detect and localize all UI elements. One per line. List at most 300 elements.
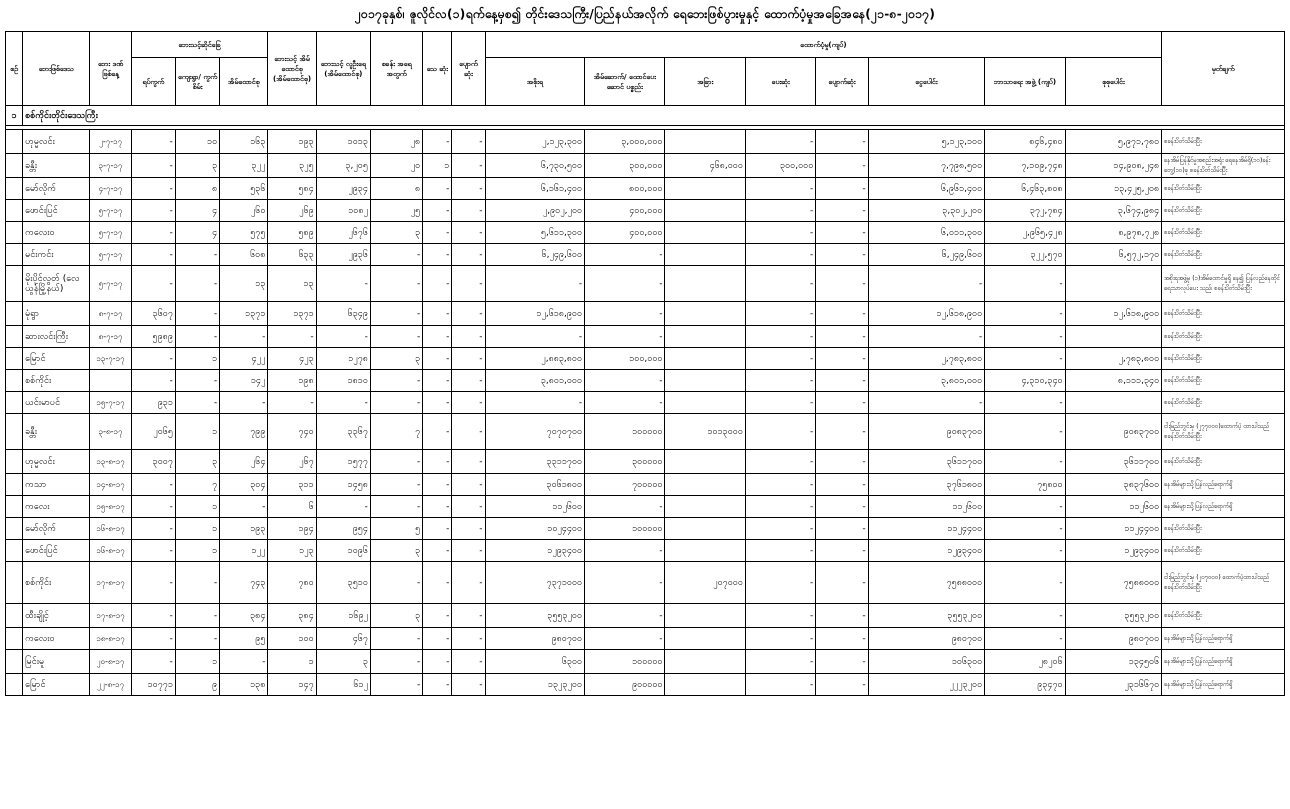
support-govt-cell: ၁၃၂၃၂၀၀ — [485, 674, 585, 696]
header-support-subtotal: ငွေပေါင်း — [868, 58, 985, 106]
remark-cell: စခန်းပိတ်သိမ်းပြီး — [1162, 604, 1285, 628]
villages-cell: - — [175, 302, 219, 326]
support-religious-cell: - — [985, 302, 1065, 326]
date-cell: ၂-၇-၁၇ — [90, 130, 131, 154]
remark-cell: စခန်းပိတ်သိမ်းပြီး — [1162, 302, 1285, 326]
row-no-cell — [6, 200, 23, 222]
support-missing-cell: - — [816, 474, 868, 496]
support-govt-cell: ၃၀၆၁၈၀၀ — [485, 474, 585, 496]
villages-cell: ၈ — [175, 178, 219, 200]
header-households: အိမ်ထောင်စု — [220, 58, 268, 106]
missing-cell: - — [452, 474, 485, 496]
support-subtotal-cell: ၃,၃၀၂,၂၀၀ — [868, 200, 985, 222]
remark-cell: စခန်းပိတ်သိမ်းပြီး — [1162, 326, 1285, 348]
dead-cell: - — [423, 650, 452, 674]
support-other-cell — [665, 674, 745, 696]
group-no: ၁ — [6, 106, 23, 126]
hh-affected-cell: ၁၀၀ — [268, 628, 316, 650]
support-religious-cell: ၈၄၆,၄၈၀ — [985, 130, 1065, 154]
support-building-cell: ၃၀၀,၀၀၀ — [585, 154, 665, 178]
dead-cell: - — [423, 244, 452, 266]
support-subtotal-cell: ၁၂,၆၁၈,၉၀၀ — [868, 302, 985, 326]
header-missing: ပျောက် ဆုံး — [452, 32, 485, 106]
support-dead-cell: - — [745, 604, 815, 628]
dead-cell: - — [423, 222, 452, 244]
dead-cell: - — [423, 474, 452, 496]
support-dead-cell: - — [745, 200, 815, 222]
support-other-cell — [665, 130, 745, 154]
table-row — [6, 326, 1285, 348]
camps-cell: ၅ — [370, 518, 422, 540]
camps-cell: - — [370, 326, 422, 348]
wards-cell: - — [131, 178, 175, 200]
remark-cell: စခန်းပိတ်သိမ်းပြီး — [1162, 518, 1285, 540]
support-religious-cell: - — [985, 518, 1065, 540]
villages-cell: - — [175, 392, 219, 414]
wards-cell: ၁၀၇၇၁ — [131, 674, 175, 696]
support-dead-cell: ၃၀၀,၀၀၀ — [745, 154, 815, 178]
dead-cell: - — [423, 130, 452, 154]
support-religious-cell: ၂၈၂၀၆ — [985, 650, 1065, 674]
camps-cell: - — [370, 628, 422, 650]
support-govt-cell: ၆,၇၃၀,၅၀၀ — [485, 154, 585, 178]
missing-cell: - — [452, 674, 485, 696]
hh-affected-cell: ၇၈၀ — [268, 562, 316, 604]
table-row — [6, 450, 1285, 474]
dead-cell: - — [423, 200, 452, 222]
support-dead-cell: - — [745, 302, 815, 326]
support-other-cell — [665, 474, 745, 496]
support-missing-cell: - — [816, 540, 868, 562]
remark-cell: နေအိမ်များသို့ပြန်လည်ရောက်ရှိ — [1162, 674, 1285, 696]
persons-cell: - — [316, 326, 370, 348]
support-total-cell — [1065, 266, 1162, 302]
group-name: စစ်ကိုင်းတိုင်းဒေသကြီး — [23, 106, 1285, 126]
row-no-cell — [6, 450, 23, 474]
header-affected-group: ဘေးသင့်ဆိုင်ခြေ — [131, 32, 268, 58]
support-missing-cell: - — [816, 222, 868, 244]
table-row — [6, 674, 1285, 696]
row-no-cell — [6, 604, 23, 628]
dead-cell: - — [423, 348, 452, 370]
support-missing-cell: - — [816, 130, 868, 154]
table-row — [6, 650, 1285, 674]
support-dead-cell: - — [745, 414, 815, 450]
hh-affected-cell: ၁၉၄ — [268, 518, 316, 540]
remark-cell: စခန်းပိတ်သိမ်းပြီး — [1162, 540, 1285, 562]
villages-cell: - — [175, 326, 219, 348]
row-no-cell — [6, 474, 23, 496]
missing-cell: - — [452, 178, 485, 200]
header-camps: စခန်း အရေ အတွက် — [370, 32, 422, 106]
support-subtotal-cell: ၆,၂၄၉,၆၀၀ — [868, 244, 985, 266]
support-total-cell: ၁၄,၉၀၈,၂၄၈ — [1065, 154, 1162, 178]
villages-cell: ၄ — [175, 200, 219, 222]
support-missing-cell: - — [816, 392, 868, 414]
support-building-cell: ၃၀၀၀၀၀ — [585, 450, 665, 474]
support-govt-cell: - — [485, 392, 585, 414]
villages-cell: - — [175, 266, 219, 302]
support-missing-cell: - — [816, 302, 868, 326]
villages-cell: ၁၀ — [175, 130, 219, 154]
support-subtotal-cell: ၁၀၆၃၀၀ — [868, 650, 985, 674]
remark-cell: ငါးမြည်ဘွင်းမှ (၂၀၇၀၀၀) ထောက်ပံ့ထားပါသည် စခန်းပိတ်သိမ်းပြီး — [1162, 562, 1285, 604]
camps-cell: ၃ — [370, 604, 422, 628]
households-cell: ၁၃ — [220, 266, 268, 302]
persons-cell: ၆၃၄၉ — [316, 302, 370, 326]
wards-cell: - — [131, 562, 175, 604]
hh-affected-cell: ၂၆၇ — [268, 450, 316, 474]
row-no-cell — [6, 130, 23, 154]
date-cell: ၅-၇-၁၇ — [90, 244, 131, 266]
location-cell: မော်လိုက် — [23, 518, 90, 540]
support-religious-cell: - — [985, 562, 1065, 604]
support-govt-cell: ၃၅၅၃၂၀၀ — [485, 604, 585, 628]
support-subtotal-cell: ၂,၇၈၃,၈၀၀ — [868, 348, 985, 370]
villages-cell: - — [175, 244, 219, 266]
location-cell: ကသာ — [23, 474, 90, 496]
missing-cell: - — [452, 562, 485, 604]
wards-cell: - — [131, 154, 175, 178]
remark-cell: ငါးမြည်ဘွင်းမှ (၂၇၇၀၀၀)ထောက်ပံ့ ထားပါသည် စခန်းပိတ်သိမ်းပြီး — [1162, 414, 1285, 450]
persons-cell: ၁၀၁၃ — [316, 130, 370, 154]
table-row — [6, 266, 1285, 302]
support-dead-cell: - — [745, 628, 815, 650]
support-total-cell: ၆,၅၇၂,၁၇၀ — [1065, 244, 1162, 266]
support-govt-cell: ၇၃၇၁၀၀၀ — [485, 562, 585, 604]
table-row — [6, 302, 1285, 326]
row-no-cell — [6, 496, 23, 518]
missing-cell: - — [452, 414, 485, 450]
missing-cell: - — [452, 650, 485, 674]
hh-affected-cell: ၃၂၅ — [268, 154, 316, 178]
support-religious-cell: - — [985, 604, 1065, 628]
persons-cell: ၃၃၆၇ — [316, 414, 370, 450]
header-location: ဘေးဖြစ်ဒေသ — [23, 32, 90, 106]
support-dead-cell: - — [745, 244, 815, 266]
camps-cell: ၂၅ — [370, 200, 422, 222]
wards-cell: - — [131, 370, 175, 392]
support-dead-cell: - — [745, 326, 815, 348]
camps-cell: ၃ — [370, 348, 422, 370]
date-cell: ၄-၇-၁၇ — [90, 178, 131, 200]
header-hh-affected: ဘေးသင့် အိမ် ထောင်စု (အိမ်ထောင်စု) — [268, 32, 316, 106]
table-row — [6, 496, 1285, 518]
support-other-cell — [665, 392, 745, 414]
persons-cell: ၁၂၇၈ — [316, 348, 370, 370]
remark-cell: စခန်းပိတ်သိမ်းပြီး — [1162, 200, 1285, 222]
date-cell: ၅-၇-၁၇ — [90, 222, 131, 244]
support-missing-cell: - — [816, 348, 868, 370]
support-building-cell: - — [585, 562, 665, 604]
support-govt-cell: ၂,၁၂၃,၃၀၀ — [485, 130, 585, 154]
households-cell: ၂၆၀ — [220, 200, 268, 222]
support-building-cell: ၁၀၀၀၀၀ — [585, 650, 665, 674]
remark-cell: စခန်းပိတ်သိမ်းပြီး — [1162, 244, 1285, 266]
row-no-cell — [6, 392, 23, 414]
wards-cell: - — [131, 266, 175, 302]
missing-cell: - — [452, 222, 485, 244]
support-dead-cell: - — [745, 222, 815, 244]
households-cell: - — [220, 650, 268, 674]
support-dead-cell: - — [745, 650, 815, 674]
support-religious-cell: ၂,၉၆၅,၄၂၈ — [985, 222, 1065, 244]
location-cell: မိုးပိုင်လွတ် (လေယွန်မြို့နယ်) — [23, 266, 90, 302]
header-support-total: စုစုပေါင်း — [1065, 58, 1162, 106]
support-govt-cell: ၉၈၀၇၀၀ — [485, 628, 585, 650]
support-missing-cell: - — [816, 450, 868, 474]
hh-affected-cell: ၁၂၃ — [268, 540, 316, 562]
support-total-cell: ၃,၆၇၄,၉၈၄ — [1065, 200, 1162, 222]
support-religious-cell: - — [985, 392, 1065, 414]
villages-cell: ၁ — [175, 496, 219, 518]
persons-cell: ၆၁၂ — [316, 674, 370, 696]
camps-cell: - — [370, 392, 422, 414]
row-no-cell — [6, 302, 23, 326]
persons-cell: ၃၅၁၀ — [316, 562, 370, 604]
support-missing-cell: - — [816, 674, 868, 696]
support-govt-cell: ၆,၁၆၁,၄၀၀ — [485, 178, 585, 200]
document-title: ၂၀၁၇ခုနှစ်၊ ဇူလိုင်လ(၁)ရက်နေ့မှစ၍ တိုင်းဒေသကြီး/ပြည်နယ်အလိုက် ရေဘေးဖြစ်ပွားမှုနှင့် ထောက်ပံ့မှုအခြေအနေ(၂၁-၈-၂၀၁၇) — [354, 7, 936, 21]
households-cell: ၃၈၄ — [220, 604, 268, 628]
villages-cell: ၃ — [175, 154, 219, 178]
location-cell: မြောင် — [23, 674, 90, 696]
date-cell: ၃-၈-၁၇ — [90, 414, 131, 450]
support-building-cell: - — [585, 540, 665, 562]
dead-cell: - — [423, 414, 452, 450]
dead-cell: - — [423, 266, 452, 302]
villages-cell: - — [175, 604, 219, 628]
support-building-cell: ၁၀၀၀၀၀ — [585, 414, 665, 450]
support-religious-cell: ၄,၃၁၀,၃၄၀ — [985, 370, 1065, 392]
support-religious-cell: ၇,၁၀၉,၇၄၈ — [985, 154, 1065, 178]
support-dead-cell: - — [745, 518, 815, 540]
support-subtotal-cell: ၁၁၂၆၀၀ — [868, 496, 985, 518]
header-remark: မှတ်ချက် — [1162, 32, 1285, 106]
support-total-cell: ၁၁၂၄၄၀၀ — [1065, 518, 1162, 540]
households-cell: - — [220, 496, 268, 518]
dead-cell: - — [423, 496, 452, 518]
date-cell: ၁၃-၈-၁၇ — [90, 450, 131, 474]
table-row — [6, 540, 1285, 562]
persons-cell: ၂၆၇၆ — [316, 222, 370, 244]
wards-cell: - — [131, 540, 175, 562]
support-building-cell: - — [585, 302, 665, 326]
row-no-cell — [6, 540, 23, 562]
dead-cell: - — [423, 326, 452, 348]
support-missing-cell: - — [816, 496, 868, 518]
support-total-cell: ၃၈၃၇၆၀၀ — [1065, 474, 1162, 496]
support-missing-cell: - — [816, 326, 868, 348]
date-cell: ၂၀-၈-၁၇ — [90, 650, 131, 674]
camps-cell: ၃ — [370, 222, 422, 244]
table-body — [6, 106, 1285, 696]
camps-cell: ၂၈ — [370, 130, 422, 154]
missing-cell: - — [452, 266, 485, 302]
row-no-cell — [6, 154, 23, 178]
table-row — [6, 130, 1285, 154]
date-cell: ၁၅-၇-၁၇ — [90, 392, 131, 414]
support-building-cell: - — [585, 496, 665, 518]
support-building-cell: - — [585, 604, 665, 628]
dead-cell: - — [423, 540, 452, 562]
support-religious-cell: ၃၇၂,၇၈၄ — [985, 200, 1065, 222]
row-no-cell — [6, 348, 23, 370]
villages-cell: ၄ — [175, 222, 219, 244]
support-total-cell: ၂၃၁၆၆၇၀ — [1065, 674, 1162, 696]
persons-cell: ၁၀၈၂ — [316, 200, 370, 222]
date-cell: ၁၆-၈-၁၇ — [90, 540, 131, 562]
header-dead: သေ ဆုံး — [423, 32, 452, 106]
date-cell: ၁၆-၈-၁၇ — [90, 518, 131, 540]
support-building-cell: ၃,၀၀၀,၀၀၀ — [585, 130, 665, 154]
support-govt-cell: ၂,၈၈၃,၈၀၀ — [485, 348, 585, 370]
location-cell: ဖောင်းပြင် — [23, 200, 90, 222]
remark-cell: အစိုးရအဖွဲ့မှ (၁)အိမ်ထောင်မှုရှိ နေ၍ ပြန်လည်နေထိုင်ရေးသာလုပ်ပေး သည်၊ စခန်းပိတ်သိမ်းပြီး — [1162, 266, 1285, 302]
households-cell: ၁၃၇၁ — [220, 302, 268, 326]
households-cell: ၅၃၆ — [220, 178, 268, 200]
support-missing-cell: - — [816, 518, 868, 540]
support-govt-cell: ၁၀၂၄၄၀၀ — [485, 518, 585, 540]
camps-cell: ၈ — [370, 178, 422, 200]
support-building-cell: ၈၀၀,၀၀၀ — [585, 178, 665, 200]
support-total-cell: ၁၂,၆၁၈,၉၀၀ — [1065, 302, 1162, 326]
wards-cell: - — [131, 244, 175, 266]
wards-cell: ၅၉၈၉ — [131, 326, 175, 348]
households-cell: ၁၄၂ — [220, 370, 268, 392]
remark-cell: စခန်းပိတ်သိမ်းပြီး — [1162, 222, 1285, 244]
wards-cell: - — [131, 222, 175, 244]
support-total-cell: ၉၈၀၇၀၀ — [1065, 628, 1162, 650]
missing-cell: - — [452, 244, 485, 266]
support-total-cell: ၈,၉၇၈,၇၂၈ — [1065, 222, 1162, 244]
missing-cell: - — [452, 200, 485, 222]
households-cell: ၆၀၈ — [220, 244, 268, 266]
households-cell: ၂၆၄ — [220, 450, 268, 474]
support-building-cell: - — [585, 628, 665, 650]
wards-cell: ၂၀၆၅ — [131, 414, 175, 450]
dead-cell: - — [423, 370, 452, 392]
header-support-govt: အစိုးရ — [485, 58, 585, 106]
support-govt-cell: ၅,၆၁၁,၃၀၀ — [485, 222, 585, 244]
row-no-cell — [6, 222, 23, 244]
remark-cell: စခန်းပိတ်သိမ်းပြီး — [1162, 392, 1285, 414]
support-dead-cell: - — [745, 496, 815, 518]
persons-cell: - — [316, 392, 370, 414]
support-building-cell: ၉၀၀၀၀၀ — [585, 674, 665, 696]
support-missing-cell: - — [816, 266, 868, 302]
support-religious-cell: - — [985, 348, 1065, 370]
camps-cell: - — [370, 650, 422, 674]
wards-cell: - — [131, 604, 175, 628]
remark-cell: စခန်းပိတ်သိမ်းပြီး — [1162, 370, 1285, 392]
remark-cell: စခန်းပိတ်သိမ်းပြီး — [1162, 348, 1285, 370]
support-missing-cell: - — [816, 244, 868, 266]
support-building-cell: ၁၀၀၀၀၀ — [585, 518, 665, 540]
households-cell: ၉၅ — [220, 628, 268, 650]
persons-cell: - — [316, 496, 370, 518]
header-support-group: ထောက်ပံ့မှု(ကျပ်) — [485, 32, 1162, 58]
support-other-cell — [665, 540, 745, 562]
hh-affected-cell: ၆ — [268, 496, 316, 518]
support-subtotal-cell: ၉၈၀၇၀၀ — [868, 628, 985, 650]
support-subtotal-cell: ၆,၀၁၁,၃၀၀ — [868, 222, 985, 244]
location-cell: ထီးချိုင့် — [23, 604, 90, 628]
villages-cell: ၉ — [175, 674, 219, 696]
location-cell: ဟုမ္မလင်း — [23, 130, 90, 154]
row-no-cell — [6, 414, 23, 450]
hh-affected-cell: ၁၉၃ — [268, 130, 316, 154]
header-support-other: အခြား — [665, 58, 745, 106]
support-dead-cell: - — [745, 450, 815, 474]
location-cell: မော်လိုက် — [23, 178, 90, 200]
support-other-cell — [665, 222, 745, 244]
camps-cell: - — [370, 674, 422, 696]
villages-cell: ၁ — [175, 414, 219, 450]
support-govt-cell: ၁၂၉၃၄၀၀ — [485, 540, 585, 562]
households-cell: ၅၇၅ — [220, 222, 268, 244]
missing-cell: - — [452, 450, 485, 474]
date-cell: ၃-၇-၁၇ — [90, 154, 131, 178]
households-cell: ၃၀၄ — [220, 474, 268, 496]
support-subtotal-cell: ၃၆၁၁၇၀၀ — [868, 450, 985, 474]
support-other-cell: ၁၀၁၃၀၀၀ — [665, 414, 745, 450]
support-dead-cell: - — [745, 348, 815, 370]
missing-cell: - — [452, 370, 485, 392]
households-cell: ၇၉၉ — [220, 414, 268, 450]
support-religious-cell: ၇၅၈၀၀ — [985, 474, 1065, 496]
wards-cell: ၉၃၁ — [131, 392, 175, 414]
row-no-cell — [6, 628, 23, 650]
missing-cell: - — [452, 130, 485, 154]
camps-cell: - — [370, 266, 422, 302]
location-cell: စစ်ကိုင်း — [23, 562, 90, 604]
support-missing-cell: - — [816, 628, 868, 650]
hh-affected-cell: ၅၈၉ — [268, 222, 316, 244]
support-dead-cell: - — [745, 540, 815, 562]
row-no-cell — [6, 370, 23, 392]
header-no: စဉ် — [6, 32, 23, 106]
support-dead-cell: - — [745, 178, 815, 200]
support-missing-cell: - — [816, 414, 868, 450]
table-row — [6, 178, 1285, 200]
support-other-cell — [665, 302, 745, 326]
support-total-cell: ၁၃,၄၂၅,၂၀၈ — [1065, 178, 1162, 200]
remark-cell: နေအိမ်များသို့ပြန်လည်ရောက်ရှိ — [1162, 628, 1285, 650]
date-cell: ၅-၇-၁၇ — [90, 200, 131, 222]
header-date: ဘေး ဒဏ် ဖြစ်နေ့ — [90, 32, 131, 106]
persons-cell: - — [316, 266, 370, 302]
remark-cell: နေအိမ်များသို့ပြန်လည်ရောက်ရှိ — [1162, 650, 1285, 674]
support-total-cell: ၉၀၈၃၇၀၀ — [1065, 414, 1162, 450]
missing-cell: - — [452, 154, 485, 178]
row-no-cell — [6, 518, 23, 540]
hh-affected-cell: ၆၃၃ — [268, 244, 316, 266]
support-total-cell: ၅,၉၇၁,၇၈၀ — [1065, 130, 1162, 154]
persons-cell: ၁၈၁၀ — [316, 370, 370, 392]
location-cell: မြောင် — [23, 348, 90, 370]
support-subtotal-cell: ၂၂၂၃၂၀၀ — [868, 674, 985, 696]
row-no-cell — [6, 650, 23, 674]
table-row — [6, 392, 1285, 414]
location-cell: ကလေးဝ — [23, 628, 90, 650]
support-missing-cell: - — [816, 562, 868, 604]
support-govt-cell: ၃,၈၀၁,၀၀၀ — [485, 370, 585, 392]
missing-cell: - — [452, 326, 485, 348]
camps-cell: - — [370, 244, 422, 266]
date-cell: ၈-၇-၁၇ — [90, 302, 131, 326]
support-subtotal-cell: ၃,၈၀၁,၀၀၀ — [868, 370, 985, 392]
